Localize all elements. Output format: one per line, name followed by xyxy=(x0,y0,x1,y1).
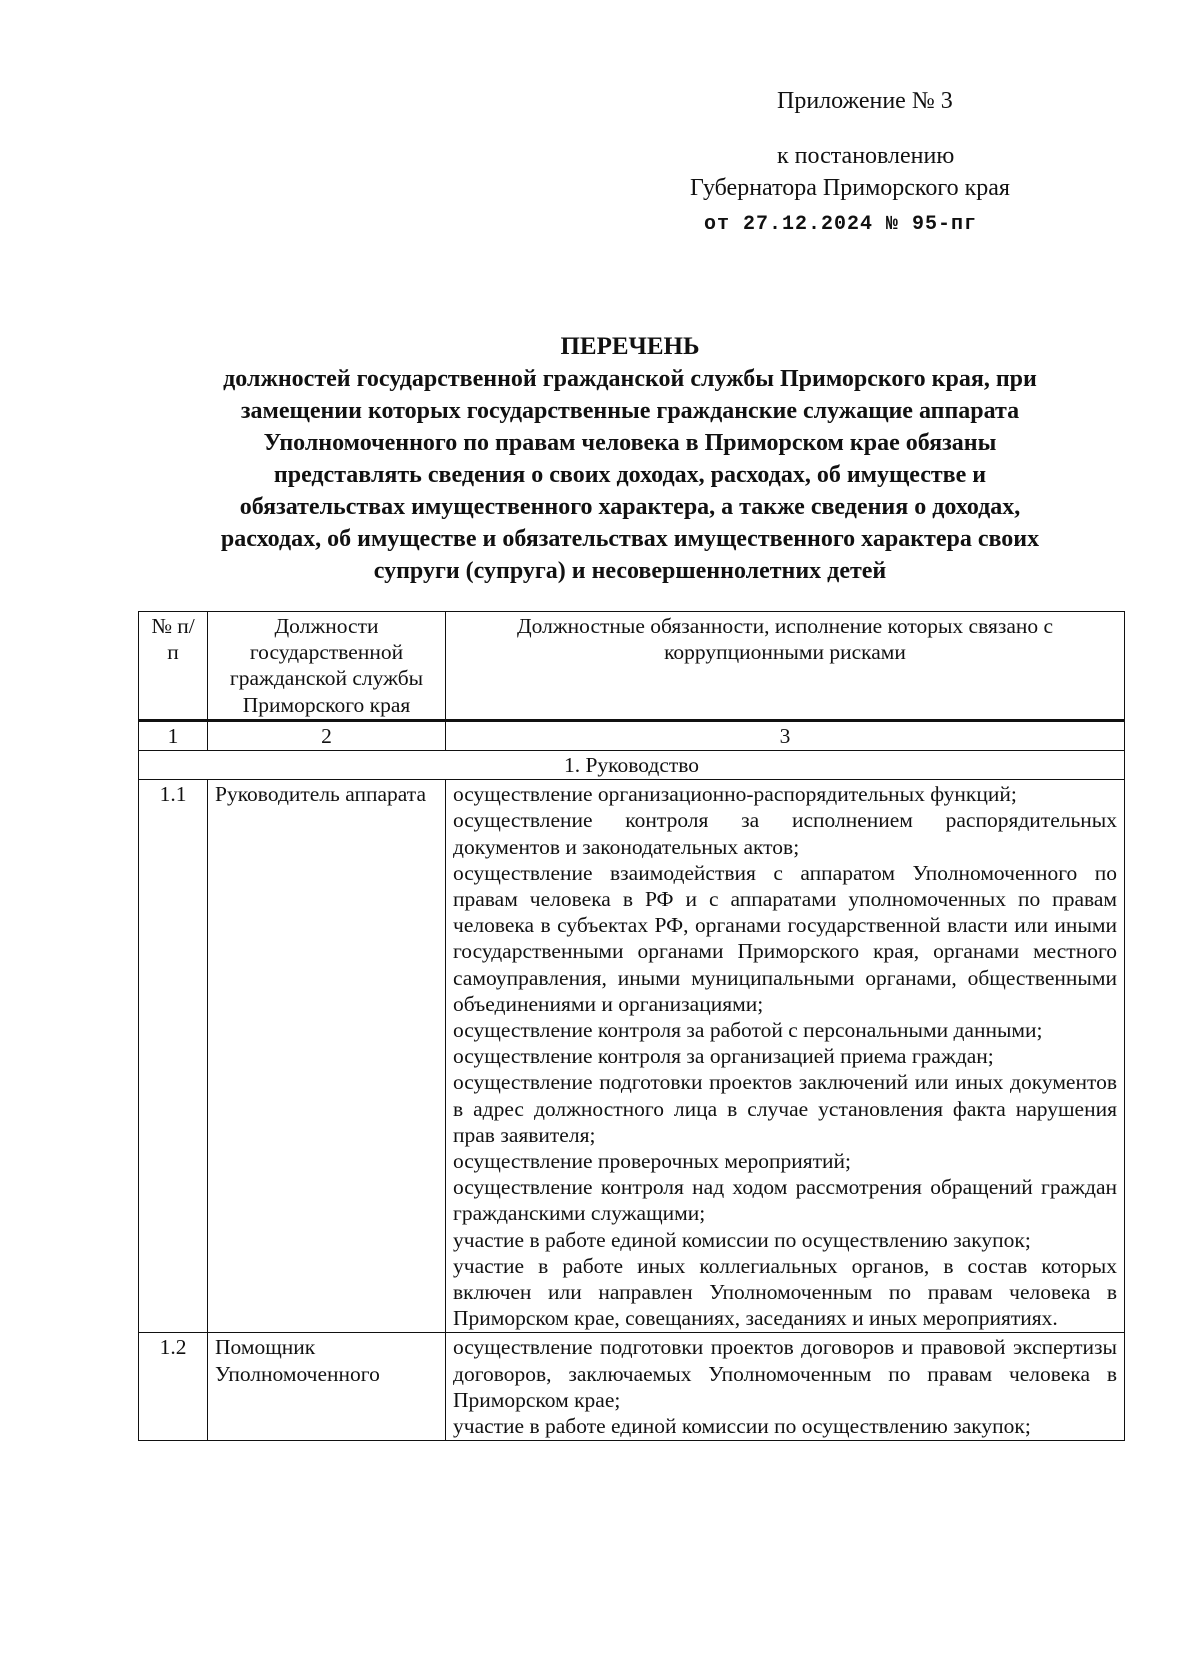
header-position-text: Должности государственной гражданской службы Приморского края xyxy=(229,614,424,717)
duty-item: участие в работе иных коллегиальных органов, в состав которых включен или направлен Уполномоченным по правам человека в Приморском крае, совещаниях, заседаниях и иных мероприятиях. xyxy=(453,1253,1117,1331)
duty-item: осуществление контроля за организацией приема граждан; xyxy=(453,1044,994,1069)
title-line: должностей государственной гражданской службы Приморского края, при xyxy=(223,366,1037,392)
header-position xyxy=(208,612,446,721)
duty-item: осуществление контроля за исполнением распорядительных документов и законодательных актов; xyxy=(453,808,1117,859)
title-line: представлять сведения о своих доходах, расходах, об имуществе и xyxy=(273,462,987,488)
item-duties xyxy=(446,1333,1125,1441)
appendix-label: Приложение № 3 xyxy=(777,88,953,114)
column-numbers-row xyxy=(139,720,1125,750)
positions-table xyxy=(138,611,1125,1441)
section-title: 1. Руководство xyxy=(139,751,1125,780)
governor-reference: Губернатора Приморского края xyxy=(690,175,1010,201)
item-number: 1.1 xyxy=(139,780,208,1333)
title-line: супруги (супруга) и несовершеннолетних детей xyxy=(373,558,887,584)
header-number xyxy=(139,612,208,721)
header-duties-text: Должностные обязанности, исполнение которых связано с коррупционными рисками xyxy=(516,614,1054,665)
title-line: расходах, об имуществе и обязательствах имущественного характера своих xyxy=(220,526,1040,552)
item-position: Руководитель аппарата xyxy=(208,780,446,1333)
item-position: Помощник Уполномоченного xyxy=(208,1333,446,1441)
duty-item: участие в работе единой комиссии по осуществлению закупок; xyxy=(453,1414,1031,1439)
decree-reference: к постановлению xyxy=(777,143,955,169)
title-heading: ПЕРЕЧЕНЬ xyxy=(560,333,700,360)
title-line: замещении которых государственные гражданские служащие аппарата xyxy=(240,398,1020,424)
item-duties xyxy=(446,780,1125,1333)
decree-date-number: от 27.12.2024 № 95-пг xyxy=(704,213,978,236)
column-number: 1 xyxy=(139,720,208,750)
table-row xyxy=(139,1333,1125,1441)
duty-item: участие в работе единой комиссии по осуществлению закупок; xyxy=(453,1227,1031,1252)
duty-item: осуществление подготовки проектов заключений или иных документов в адрес должностного лица в случае установления факта нарушения прав заявителя; xyxy=(453,1070,1117,1147)
table-header-row xyxy=(139,612,1125,721)
document-title xyxy=(145,331,1115,587)
header-number-text: № п/п xyxy=(151,614,195,665)
item-number: 1.2 xyxy=(139,1333,208,1441)
title-line: Уполномоченного по правам человека в Приморском крае обязаны xyxy=(263,430,997,456)
title-line: обязательствах имущественного характера, а также сведения о доходах, xyxy=(239,494,1021,520)
section-row xyxy=(139,751,1125,780)
duty-item: осуществление взаимодействия с аппаратом Уполномоченного по правам человека в РФ и с аппаратами уполномоченных по правам человека в субъектах РФ, органами государственной власти или иными государственными органами Приморского края, органами местного самоуправления, иными муниципальными органами, общественными объединениями и организациями; xyxy=(453,860,1117,1016)
duty-item: осуществление проверочных мероприятий; xyxy=(453,1149,852,1174)
table-row xyxy=(139,780,1125,1333)
duty-item: осуществление подготовки проектов договоров и правовой экспертизы договоров, заключаемых Уполномоченным по правам человека в Приморском крае; xyxy=(453,1335,1117,1412)
header-duties xyxy=(446,612,1125,721)
duty-item: осуществление контроля за работой с персональными данными; xyxy=(453,1018,1043,1043)
column-number: 2 xyxy=(208,720,446,750)
duty-item: осуществление организационно-распорядительных функций; xyxy=(453,782,1017,807)
duty-item: осуществление контроля над ходом рассмотрения обращений граждан гражданскими служащими; xyxy=(453,1175,1117,1226)
column-number: 3 xyxy=(446,720,1125,750)
